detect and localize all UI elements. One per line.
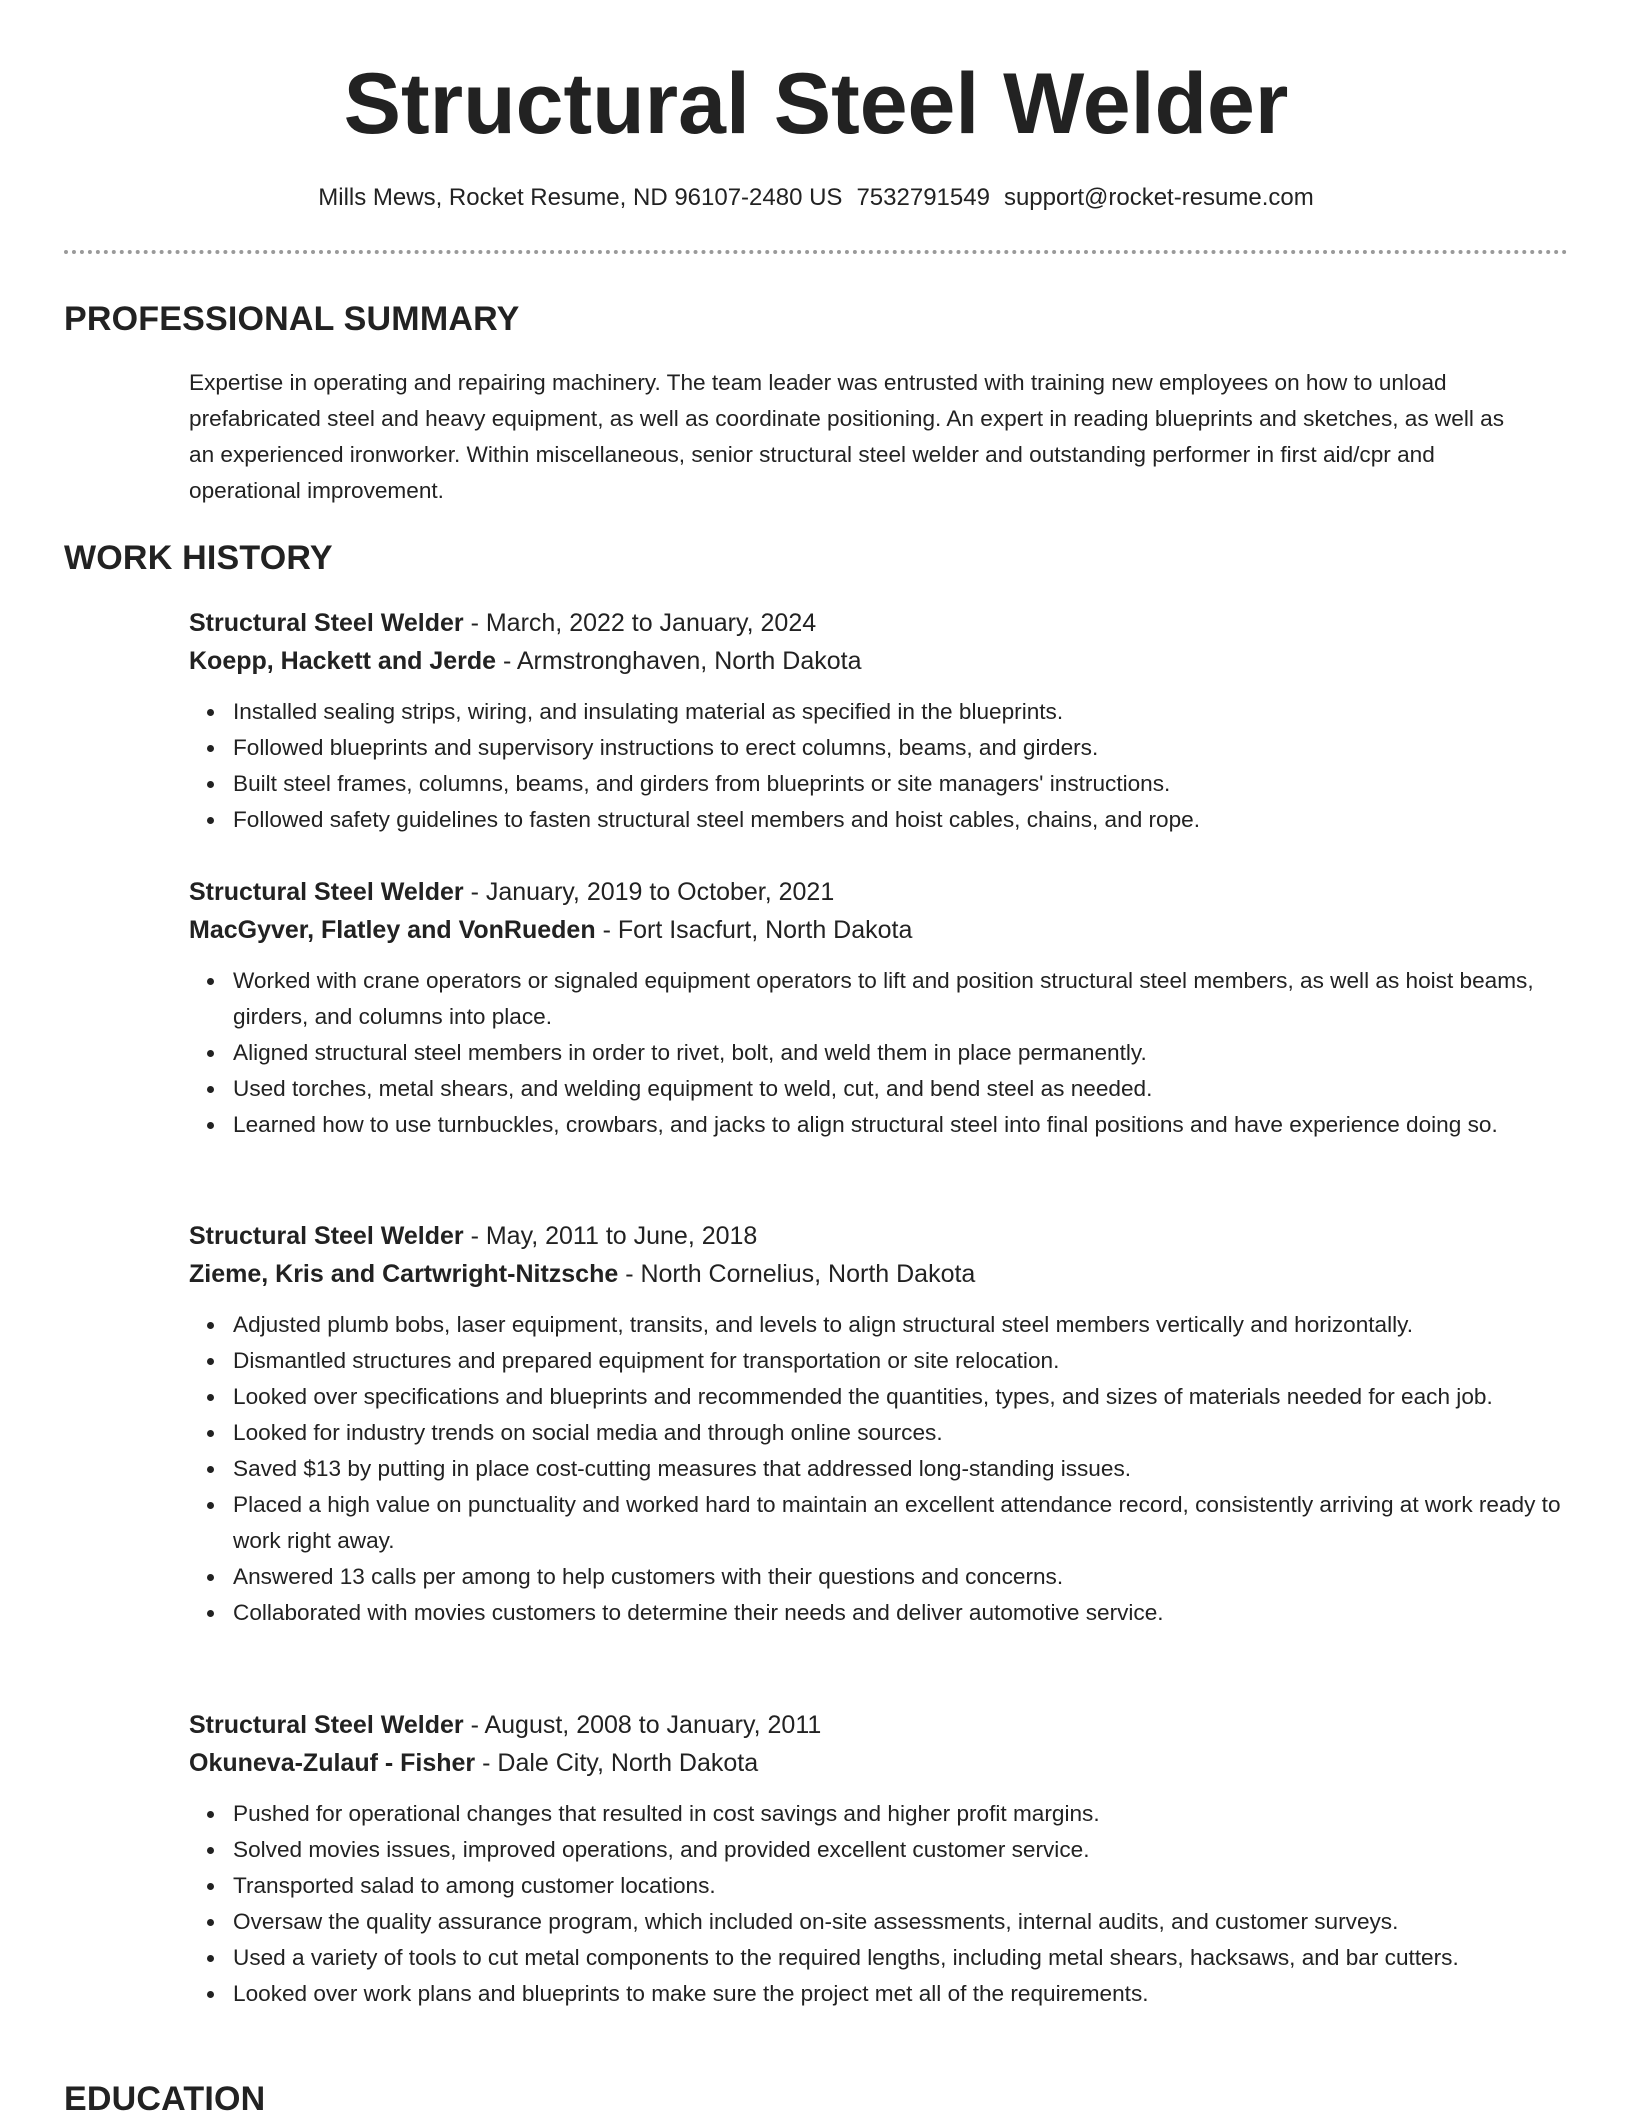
job-bullets <box>189 963 1569 1143</box>
job-dates: - May, 2011 to June, 2018 <box>470 1222 758 1250</box>
job-dates: - March, 2022 to January, 2024 <box>470 609 817 637</box>
job-bullet: Built steel frames, columns, beams, and girders from blueprints or site managers' instructions. <box>233 766 1569 802</box>
job-bullet: Saved $13 by putting in place cost-cutting measures that addressed long-standing issues. <box>233 1451 1569 1487</box>
job-bullet: Transported salad to among customer locations. <box>233 1868 1569 1904</box>
job-company: Okuneva-Zulauf - Fisher <box>189 1749 476 1777</box>
job-company-line <box>189 1255 1569 1293</box>
header-divider <box>64 250 1568 254</box>
job-company: MacGyver, Flatley and VonRueden <box>189 916 596 944</box>
job-entry <box>189 1706 1569 2012</box>
job-company-line <box>189 642 1569 680</box>
contact-line <box>0 181 1632 215</box>
job-entry <box>189 1217 1569 1631</box>
job-role: Structural Steel Welder <box>189 609 464 637</box>
job-entry <box>189 604 1569 838</box>
job-bullet: Looked over work plans and blueprints to make sure the project met all of the requirements. <box>233 1976 1569 2012</box>
job-company: Zieme, Kris and Cartwright-Nitzsche <box>189 1260 619 1288</box>
job-title-line <box>189 1217 1569 1255</box>
job-bullet: Used torches, metal shears, and welding equipment to weld, cut, and bend steel as needed. <box>233 1071 1569 1107</box>
job-entry <box>189 873 1569 1143</box>
job-role: Structural Steel Welder <box>189 1222 464 1250</box>
job-bullets <box>189 694 1569 838</box>
job-bullet: Looked over specifications and blueprints and recommended the quantities, types, and sizes of materials needed for each job. <box>233 1379 1569 1415</box>
job-location: - Armstronghaven, North Dakota <box>502 647 862 675</box>
job-bullet: Followed blueprints and supervisory instructions to erect columns, beams, and girders. <box>233 730 1569 766</box>
job-location: - North Cornelius, North Dakota <box>625 1260 976 1288</box>
job-location: - Dale City, North Dakota <box>482 1749 759 1777</box>
job-bullet: Looked for industry trends on social media and through online sources. <box>233 1415 1569 1451</box>
job-role: Structural Steel Welder <box>189 1711 464 1739</box>
job-company-line <box>189 911 1569 949</box>
job-bullet: Collaborated with movies customers to determine their needs and deliver automotive service. <box>233 1595 1569 1631</box>
job-bullet: Solved movies issues, improved operations, and provided excellent customer service. <box>233 1832 1569 1868</box>
job-role: Structural Steel Welder <box>189 878 464 906</box>
job-bullet: Answered 13 calls per among to help customers with their questions and concerns. <box>233 1559 1569 1595</box>
job-bullet: Aligned structural steel members in order to rivet, bolt, and weld them in place permanently. <box>233 1035 1569 1071</box>
summary-text: Expertise in operating and repairing machinery. The team leader was entrusted with training new employees on how to unload prefabricated steel and heavy equipment, as well as coordinate positioning. An expert in reading blueprints and sketches, as well as an experienced ironworker. Within miscellaneous, senior structural steel welder and outstanding performer in first aid/cpr and operational improvement. <box>189 370 1504 503</box>
contact-phone: 7532791549 <box>856 184 990 211</box>
job-bullet: Installed sealing strips, wiring, and insulating material as specified in the blueprints. <box>233 694 1569 730</box>
job-bullet: Followed safety guidelines to fasten structural steel members and hoist cables, chains, and rope. <box>233 802 1569 838</box>
job-bullet: Learned how to use turnbuckles, crowbars, and jacks to align structural steel into final positions and have experience doing so. <box>233 1107 1569 1143</box>
job-bullet: Pushed for operational changes that resulted in cost savings and higher profit margins. <box>233 1796 1569 1832</box>
job-dates: - January, 2019 to October, 2021 <box>470 878 835 906</box>
contact-email[interactable]: support@rocket-resume.com <box>1003 184 1314 211</box>
job-bullets <box>189 1307 1569 1631</box>
job-title-line <box>189 1706 1569 1744</box>
job-bullets <box>189 1796 1569 2012</box>
job-location: - Fort Isacfurt, North Dakota <box>602 916 913 944</box>
job-company-line <box>189 1744 1569 1782</box>
job-bullet: Worked with crane operators or signaled equipment operators to lift and position structural steel members, as well as hoist beams, girders, and columns into place. <box>233 963 1569 1035</box>
job-bullet: Used a variety of tools to cut metal components to the required lengths, including metal shears, hacksaws, and bar cutters. <box>233 1940 1569 1976</box>
job-title-line <box>189 604 1569 642</box>
job-bullet: Oversaw the quality assurance program, which included on-site assessments, internal audits, and customer surveys. <box>233 1904 1569 1940</box>
section-title-work-history: WORK HISTORY <box>64 539 333 577</box>
job-bullet: Placed a high value on punctuality and worked hard to maintain an excellent attendance record, consistently arriving at work ready to work right away. <box>233 1487 1569 1559</box>
job-dates: - August, 2008 to January, 2011 <box>470 1711 822 1739</box>
job-company: Koepp, Hackett and Jerde <box>189 647 497 675</box>
section-title-summary: PROFESSIONAL SUMMARY <box>64 300 520 338</box>
resume-name: Structural Steel Welder <box>343 56 1289 152</box>
job-title-line <box>189 873 1569 911</box>
section-title-education: EDUCATION <box>64 2080 266 2118</box>
contact-address: Mills Mews, Rocket Resume, ND 96107-2480 US <box>318 184 843 211</box>
job-bullet: Dismantled structures and prepared equipment for transportation or site relocation. <box>233 1343 1569 1379</box>
job-bullet: Adjusted plumb bobs, laser equipment, transits, and levels to align structural steel members vertically and horizontally. <box>233 1307 1569 1343</box>
